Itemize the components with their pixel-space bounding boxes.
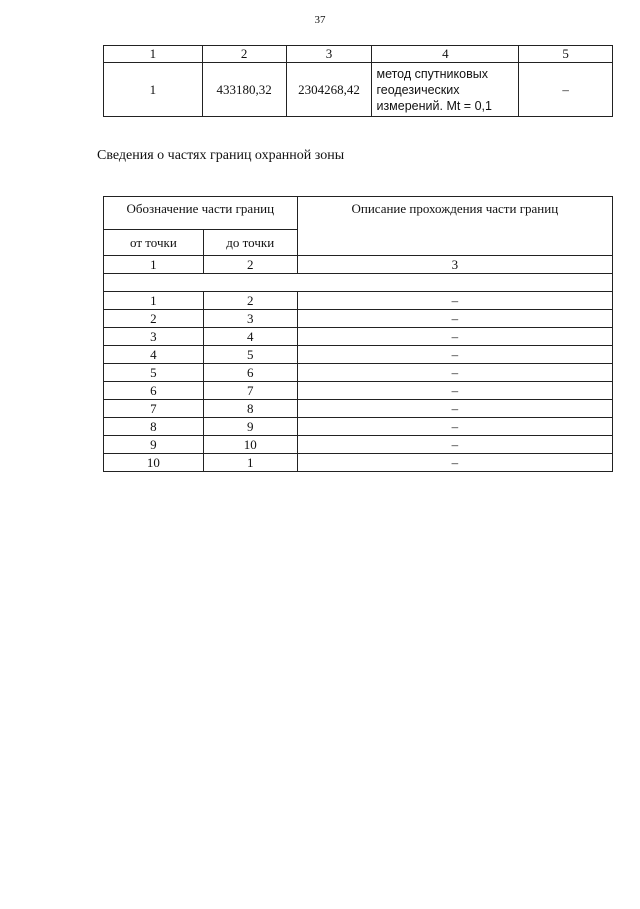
from-point-cell: 6	[104, 382, 204, 400]
header-cell: 5	[519, 46, 613, 63]
boundary-part-row	[104, 292, 613, 310]
from-point-cell: 1	[104, 292, 204, 310]
boundary-part-row	[104, 418, 613, 436]
coordinates-header-row	[104, 46, 613, 63]
boundary-parts-table	[103, 196, 613, 472]
boundary-parts-body	[104, 292, 613, 472]
to-point-cell: 8	[203, 400, 297, 418]
empty-section-row	[104, 274, 613, 292]
boundary-part-row	[104, 436, 613, 454]
description-cell: –	[297, 310, 612, 328]
header-cell: 1	[104, 46, 203, 63]
to-point-cell: 10	[203, 436, 297, 454]
column-number-cell: 1	[104, 256, 204, 274]
boundary-part-row	[104, 346, 613, 364]
from-point-cell: 5	[104, 364, 204, 382]
description-cell: –	[297, 364, 612, 382]
boundary-part-row	[104, 328, 613, 346]
group-header-cell: Обозначение части границ	[104, 197, 298, 230]
method-cell	[372, 63, 519, 117]
from-point-cell: 9	[104, 436, 204, 454]
boundary-part-row	[104, 454, 613, 472]
header-cell: 3	[286, 46, 372, 63]
to-point-cell: 3	[203, 310, 297, 328]
group-header-row	[104, 197, 613, 230]
coordinates-row	[104, 63, 613, 117]
boundary-part-row	[104, 310, 613, 328]
description-cell: –	[297, 328, 612, 346]
boundary-part-row	[104, 382, 613, 400]
method-line: метод спутниковых	[376, 66, 488, 81]
column-number-cell: 2	[203, 256, 297, 274]
to-point-cell: 7	[203, 382, 297, 400]
y-coordinate-cell: 2304268,42	[286, 63, 372, 117]
to-point-cell: 2	[203, 292, 297, 310]
method-line: измерений. Mt = 0,1	[376, 98, 492, 113]
column-number-cell: 3	[297, 256, 612, 274]
from-point-cell: 2	[104, 310, 204, 328]
header-cell: 2	[202, 46, 286, 63]
to-point-cell: 6	[203, 364, 297, 382]
description-cell: –	[297, 436, 612, 454]
method-line: геодезических	[376, 82, 460, 97]
column-numbers-row	[104, 256, 613, 274]
page-number: 37	[314, 14, 326, 26]
to-point-cell: 1	[203, 454, 297, 472]
description-cell: –	[297, 454, 612, 472]
from-point-cell: 4	[104, 346, 204, 364]
from-point-cell: 8	[104, 418, 204, 436]
description-cell: –	[297, 292, 612, 310]
from-point-header: от точки	[104, 230, 204, 256]
point-number-cell: 1	[104, 63, 203, 117]
column5-cell: –	[519, 63, 613, 117]
description-cell: –	[297, 418, 612, 436]
to-point-header: до точки	[203, 230, 297, 256]
empty-cell	[104, 274, 613, 292]
from-point-cell: 10	[104, 454, 204, 472]
description-cell: –	[297, 346, 612, 364]
boundary-part-row	[104, 364, 613, 382]
from-point-cell: 7	[104, 400, 204, 418]
header-cell: 4	[372, 46, 519, 63]
boundary-part-row	[104, 400, 613, 418]
description-cell: –	[297, 400, 612, 418]
description-cell: –	[297, 382, 612, 400]
to-point-cell: 9	[203, 418, 297, 436]
to-point-cell: 4	[203, 328, 297, 346]
x-coordinate-cell: 433180,32	[202, 63, 286, 117]
to-point-cell: 5	[203, 346, 297, 364]
from-point-cell: 3	[104, 328, 204, 346]
description-header-cell: Описание прохождения части границ	[297, 197, 612, 256]
coordinates-table	[103, 45, 613, 117]
section-heading: Сведения о частях границ охранной зоны	[97, 148, 345, 163]
